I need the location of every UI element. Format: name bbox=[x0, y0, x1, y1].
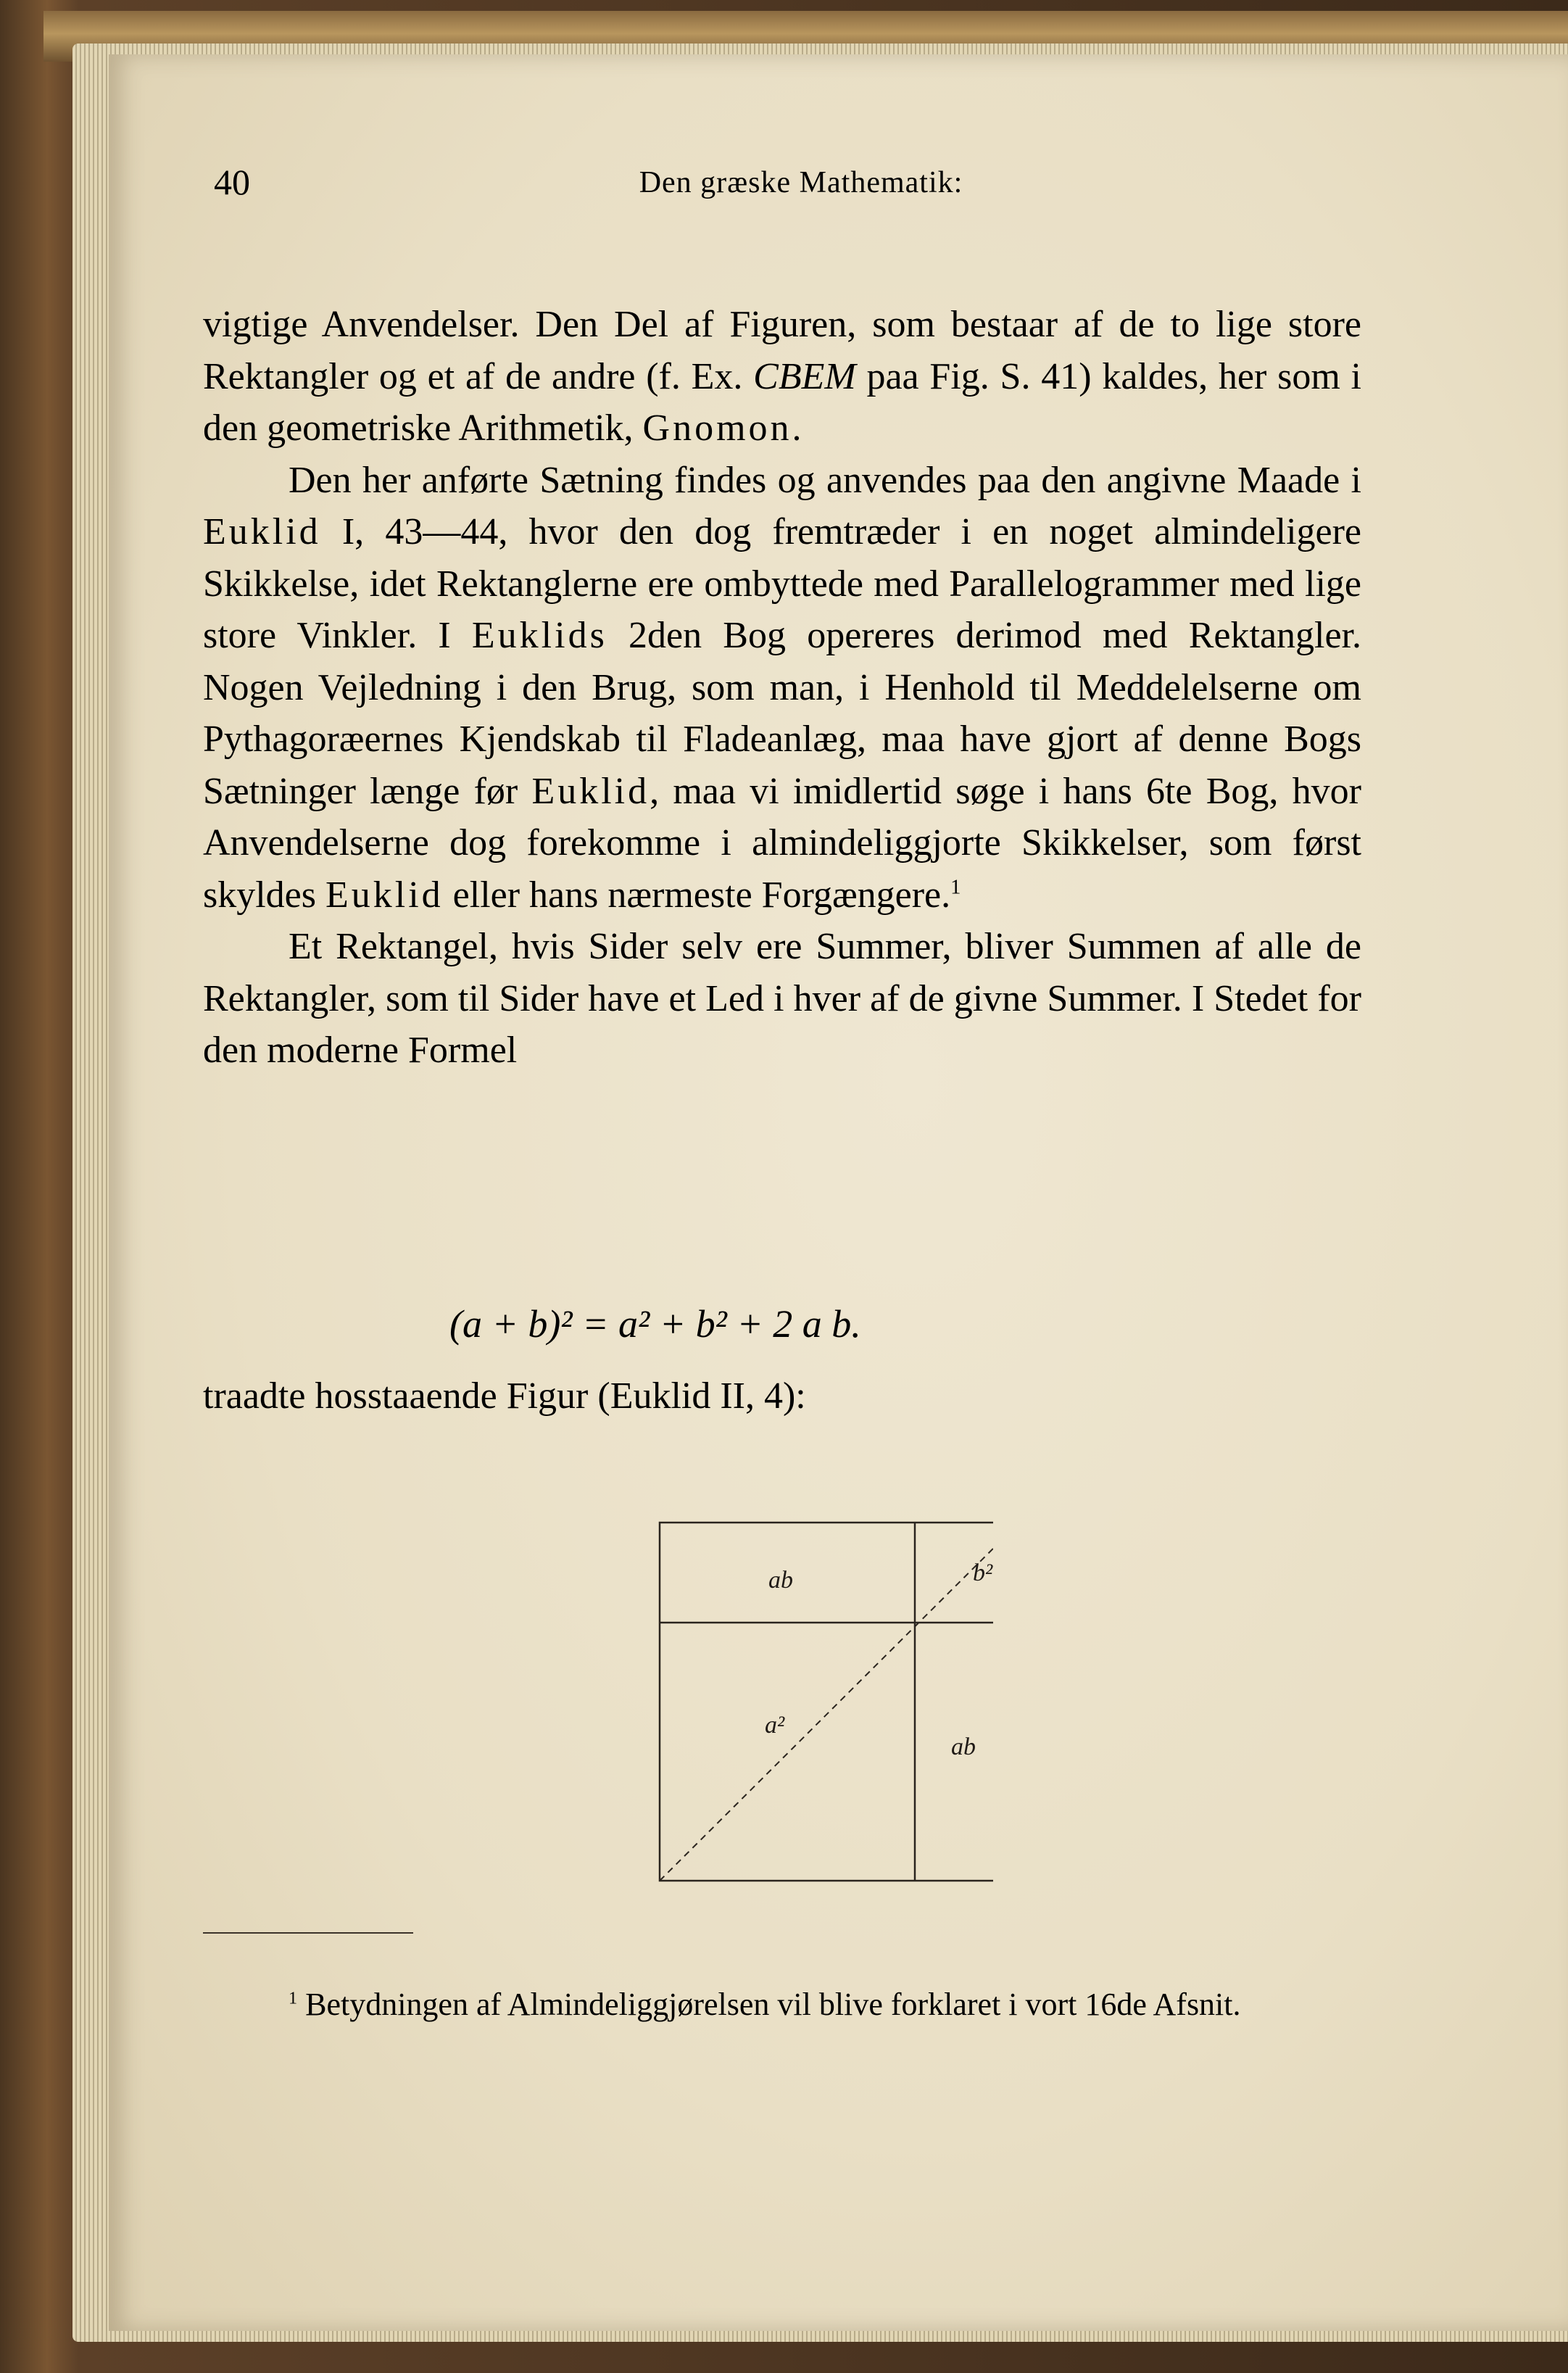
figure-intro-text: traadte hosstaaende Figur (Euklid II, 4): bbox=[203, 1375, 806, 1417]
paragraph-2 bbox=[203, 455, 1361, 922]
formula: (a + b)² = a² + b² + 2 a b. bbox=[449, 1302, 861, 1346]
label-top-left: ab bbox=[768, 1567, 793, 1594]
footnote-marker: 1 bbox=[289, 1988, 298, 2008]
footnote-reference[interactable]: 1 bbox=[950, 876, 961, 899]
gnomon-term: Gnomon bbox=[642, 407, 792, 449]
paragraph-2-text-e: eller hans nærmeste Forgængere. bbox=[443, 874, 951, 916]
paragraph-1 bbox=[203, 299, 1361, 455]
name-euklid-3: Euklid bbox=[325, 874, 444, 916]
running-head: Den græske Mathematik: bbox=[639, 166, 963, 199]
paragraph-1-text-b: paa Fig. S. 41) kaldes, her som i den geometriske Arithmetik, bbox=[203, 355, 1361, 449]
page-header bbox=[214, 161, 1359, 212]
footnote-text: Betydningen af Almindeliggjørelsen vil blive forklaret i vort 16de Afsnit. bbox=[305, 1987, 1241, 2022]
paragraph-2-text-d: , maa vi imidlertid søge i hans 6te Bog, hvor Anvendelserne dog forekomme i almindeliggjorte Skikkelser, som først skyldes bbox=[203, 770, 1361, 916]
outer-square bbox=[660, 1523, 993, 1881]
footnote bbox=[203, 1983, 1356, 2026]
label-bottom-left: a² bbox=[765, 1712, 785, 1739]
paragraph-2-text-b: I, 43—44, hvor den dog fremtræder i en noget almindeligere Skikkelse, idet Rektanglerne ere ombyttede med Parallelogrammer med lige store Vinkler. I bbox=[203, 511, 1361, 656]
paragraph-2-text-c: 2den Bog opereres derimod med Rektangler. Nogen Vejledning i den Brug, som man, i Henhold til Meddelelserne om Pythagoræernes Kjendskab til Fladeanlæg, maa have gjort af denne Bogs Sætninger længe før bbox=[203, 615, 1361, 812]
diagonal-line bbox=[660, 1523, 993, 1881]
name-euklid-2: Euklid bbox=[531, 770, 650, 812]
page-number: 40 bbox=[214, 162, 250, 202]
name-euklids: Euklids bbox=[471, 615, 607, 656]
paragraph-3: Et Rektangel, hvis Sider selv ere Summer, bliver Summen af alle de Rektangler, som til Sider have et Led i hver af de givne Summer. I Stedet for den moderne Formel bbox=[203, 926, 1361, 1071]
label-bottom-right: ab bbox=[951, 1734, 976, 1760]
footnote-line bbox=[203, 1983, 1356, 2026]
paragraph-2-text-a: Den her anførte Sætning findes og anvendes paa den angivne Maade i bbox=[289, 459, 1361, 501]
label-top-right: b² bbox=[973, 1560, 993, 1586]
paragraph-1-text-a: vigtige Anvendelser. Den Del af Figuren, som bestaar af de to lige store Rektangler og et af de andre (f. Ex. bbox=[203, 304, 1361, 397]
paragraph-1-text-c: . bbox=[792, 407, 802, 449]
gnomon-figure bbox=[544, 1457, 993, 1892]
footnote-divider bbox=[203, 1932, 413, 1934]
body-text bbox=[203, 299, 1361, 1077]
name-euklid-1: Euklid bbox=[203, 511, 321, 552]
figure-letters: CBEM bbox=[753, 355, 856, 397]
gnomon-diagram bbox=[544, 1457, 993, 1892]
